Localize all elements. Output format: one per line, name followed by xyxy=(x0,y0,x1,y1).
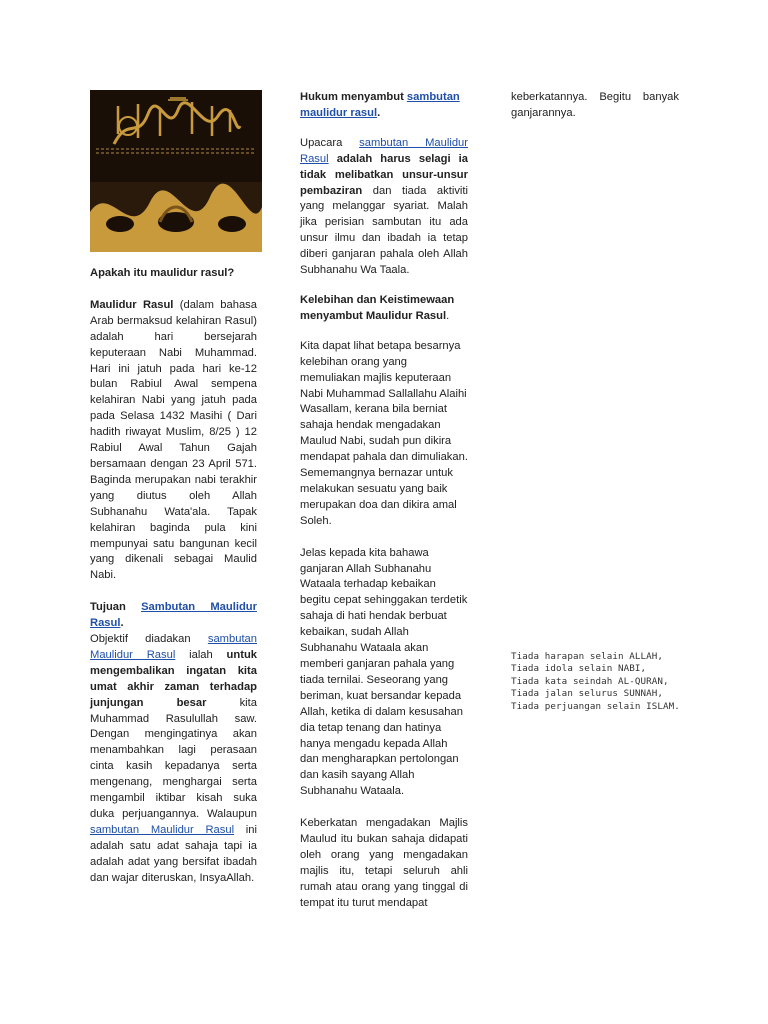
heading-apakah: Apakah itu maulidur rasul? xyxy=(90,267,235,279)
quote-line: Tiada kata seindah AL-QURAN, xyxy=(511,675,669,687)
paragraph-upacara: Upacara sambutan Maulidur Rasul adalah harus selagi ia tidak melibatkan unsur-unsur pembaziran dan tiada aktiviti yang melanggar syariat. Malah jika perisian sambutan itu ada unsur ilmu dan ibadah ia tetap diberi ganjaran pahala oleh Allah Subhanahu Wa Taala. xyxy=(300,136,468,277)
quote-line: Tiada perjuangan selain ISLAM. xyxy=(511,700,680,712)
link-sambutan-maulidur-rasul-heading[interactable]: Sambutan Maulidur Rasul xyxy=(90,601,257,630)
paragraph-jelas: Jelas kepada kita bahawa ganjaran Allah Subhanahu Wataala terhadap kebaikan begitu cepat sehinggakan terdetik sahaja di hati hendak berbuat kebaikan, sudah Allah Subhanahu Wataala akan memberi ganjaran pahala yang tiada ternilai. Seseorang yang beriman, kuat bersandar kepada Allah, ketika di dalam kesusahan dia tetap tenang dan hatinya hanya mengadu kepada Allah dan mengharapkan pertolongan dan kasih sayang Allah Subhanahu Wataala. xyxy=(300,546,468,798)
quote-line: Tiada harapan selain ALLAH, xyxy=(511,651,664,662)
link-sambutan-maulidur-rasul-hukum[interactable]: sambutan maulidur rasul xyxy=(300,91,460,119)
paragraph-keberkatannya: keberkatannya. Begitu banyak ganjarannya. xyxy=(511,91,679,119)
gold-ornament-graphic xyxy=(90,182,262,252)
paragraph-keberkatan: Keberkatan mengadakan Majlis Maulud itu bukan sahaja didapati oleh orang yang mengadakan majlis itu, tetapi seluruh ahli rumah atau orang yang tinggal di tempat itu turut mendapat xyxy=(300,817,468,909)
paragraph-objektif: Objektif diadakan sambutan Maulidur Rasul ialah untuk mengembalikan ingatan kita umat akhir zaman terhadap junjungan besar kita Muhammad Rasulullah saw. Dengan mengingatinya akan menambahkan lagi perasaan cinta kasih kepadanya serta mengenang, menghargai serta mengambil iktibar kisah suka duka perjuangannya. Walaupun sambutan Maulidur Rasul ini adalah satu adat sahaja tapi ia adalah adat yang bersifat ibadah dan wajar diteruskan, InsyaAllah. xyxy=(90,633,257,884)
column-middle xyxy=(300,90,468,912)
arabic-text-band-graphic xyxy=(96,146,256,156)
link-sambutan-maulidur-rasul-1[interactable]: sambutan Maulidur Rasul xyxy=(90,633,257,661)
link-sambutan-maulidur-rasul-2[interactable]: sambutan Maulidur Rasul xyxy=(90,823,235,836)
link-sambutan-maulidur-rasul-upacara[interactable]: sambutan Maulidur Rasul xyxy=(300,136,468,165)
heading-tujuan: Tujuan Sambutan Maulidur Rasul. xyxy=(90,601,257,630)
column-left xyxy=(90,90,257,887)
maulid-banner-image xyxy=(90,90,262,252)
quote-block xyxy=(511,651,701,713)
paragraph-maulidur-rasul: Maulidur Rasul (dalam bahasa Arab bermaksud kelahiran Rasul) adalah hari bersejarah keputeraan Nabi Muhammad. Hari ini jatuh pada hari ke-12 bulan Rabiul Awal sempena kelahiran Nabi yang jatuh pada pada Selasa 1432 Masihi ( Dari hadith riwayat Muslim, 8/25 ) 12 Rabiul Awal Tahun Gajah bersamaan dengan 23 April 571. Baginda merupakan nabi terakhir yang diutus oleh Allah Subhanahu Wata'ala. Tapak kelahiran baginda pula kini mempunyai satu bangunan kecil yang dikenali sebagai Maulid Nabi. xyxy=(90,298,257,582)
column-right xyxy=(511,90,679,122)
quote-line: Tiada jalan selurus SUNNAH, xyxy=(511,688,664,700)
paragraph-kita-dapat: Kita dapat lihat betapa besarnya kelebihan orang yang memuliakan majlis keputeraan Nabi Muhammad Sallallahu Alaihi Wasallam, kerana bila berniat sahaja hendak mengadakan Maulud Nabi, sudah pun dikira mendapat pahala dan dimuliakan. Sememangnya bernazar untuk melakukan sesuatu yang baik merupakan doa dan dikira amal Soleh. xyxy=(300,339,468,527)
quote-line: Tiada idola selain NABI, xyxy=(511,663,647,675)
heading-hukum: Hukum menyambut sambutan maulidur rasul. xyxy=(300,91,460,119)
heading-kelebihan: Kelebihan dan Keistimewaan menyambut Maulidur Rasul. xyxy=(300,293,455,322)
